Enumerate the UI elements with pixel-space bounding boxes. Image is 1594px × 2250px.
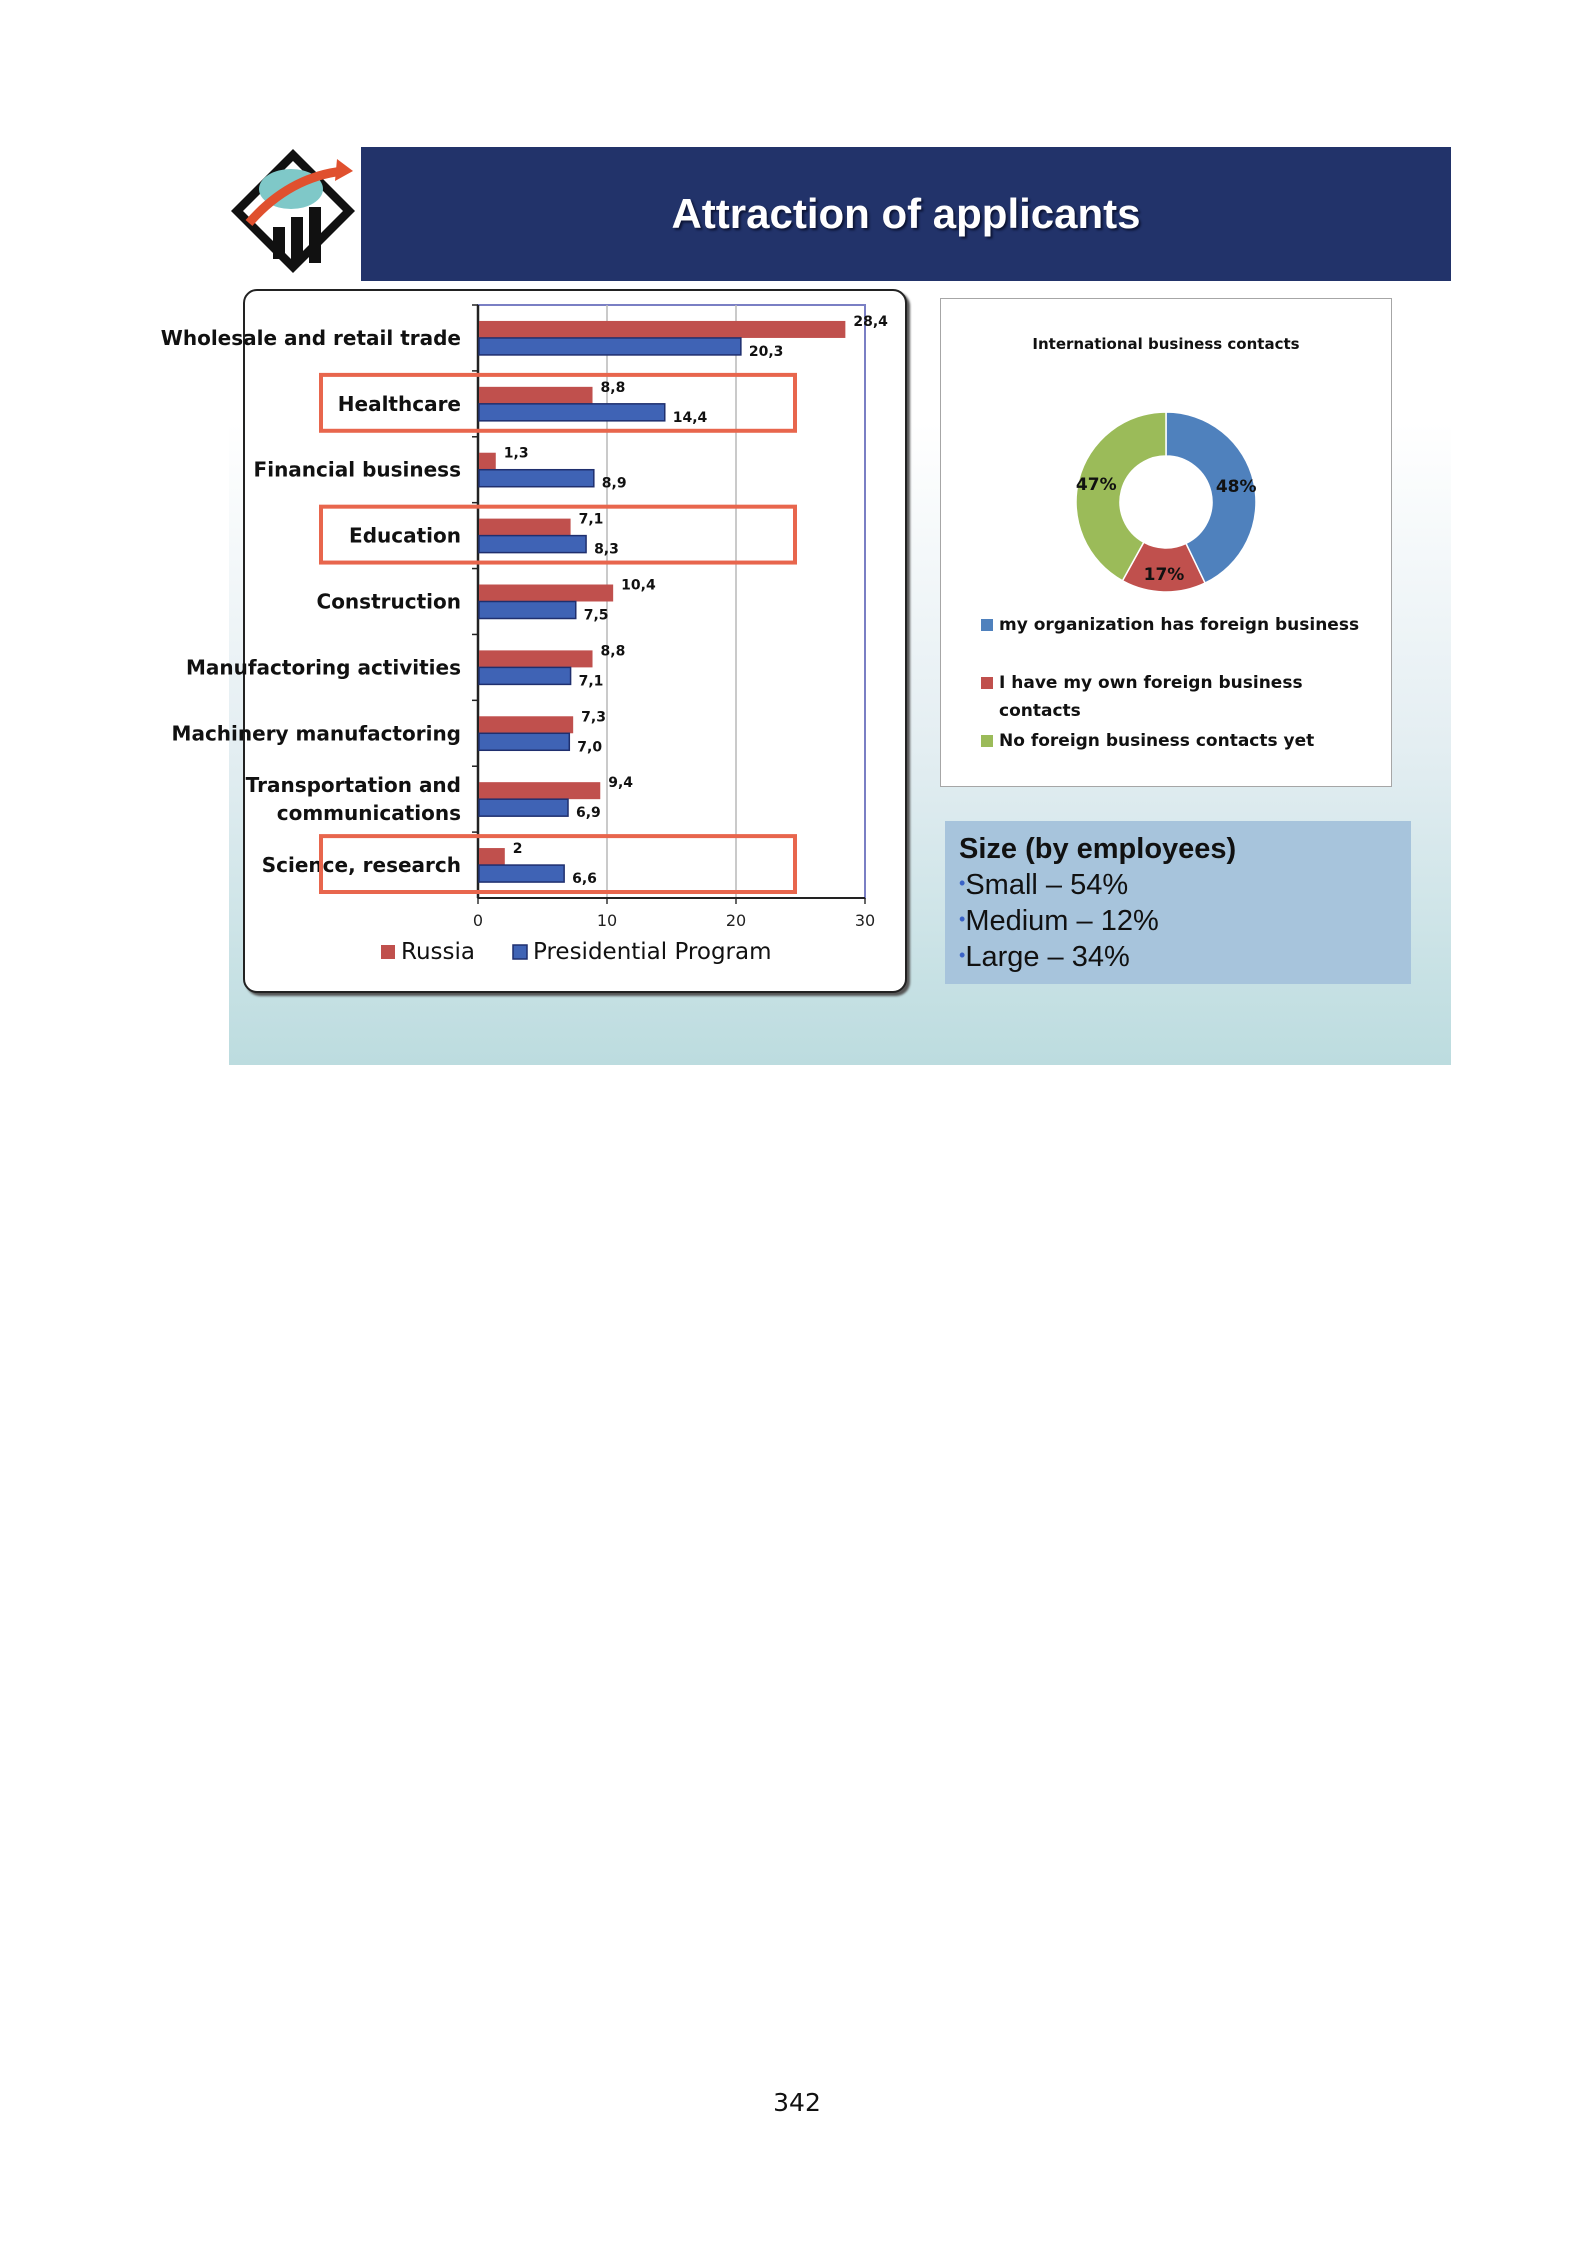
size-item: •Medium – 12% [959, 905, 1159, 937]
data-label: 8,8 [600, 643, 626, 660]
bar-russia [479, 782, 600, 799]
category-label: Construction [316, 589, 461, 614]
legend-label: Russia [401, 939, 475, 965]
donut-chart-card [940, 298, 1392, 787]
donut-chart [1059, 395, 1273, 609]
bar-presidential [479, 338, 741, 355]
bar-presidential [479, 404, 665, 421]
data-label: 7,1 [578, 511, 604, 528]
legend-swatch [381, 945, 395, 959]
donut-title: International business contacts [1032, 335, 1300, 353]
bar-russia [479, 848, 505, 865]
title-bar [361, 147, 1451, 281]
data-label: 8,8 [600, 379, 626, 396]
donut-legend-item [981, 611, 1359, 639]
bar-presidential [479, 470, 594, 487]
bar-presidential [479, 667, 571, 684]
x-tick-label: 20 [725, 911, 747, 930]
data-label: 7,0 [577, 739, 603, 756]
x-tick-label: 10 [596, 911, 618, 930]
data-label: 9,4 [608, 775, 634, 792]
category-label: Science, research [261, 853, 461, 878]
size-item: •Small – 54% [959, 869, 1129, 901]
bar-russia [479, 519, 571, 536]
bar-russia [479, 453, 496, 470]
data-label: 14,4 [672, 409, 708, 426]
category-label: Transportation and communications [245, 773, 461, 826]
donut-label: 17% [1143, 564, 1185, 585]
bar-chart-card [160, 289, 907, 993]
data-label: 8,3 [594, 541, 619, 558]
donut-label: 48% [1215, 476, 1257, 497]
bar-presidential [479, 602, 576, 619]
data-label: 8,9 [601, 475, 627, 492]
legend-label: my organization has foreign business [999, 615, 1360, 635]
category-label: Manufactoring activities [185, 655, 461, 680]
data-label: 6,9 [576, 805, 601, 822]
data-label: 6,6 [572, 871, 597, 888]
data-label: 7,5 [583, 607, 609, 624]
category-label: Healthcare [337, 391, 461, 416]
x-tick-label: 0 [472, 911, 484, 930]
size-item: •Large – 34% [959, 941, 1130, 973]
bar-presidential [479, 799, 568, 816]
bar-russia [479, 387, 593, 404]
legend-swatch [981, 735, 993, 747]
donut-legend-item [981, 669, 1303, 725]
legend-label: I have my own foreign business contacts [999, 673, 1303, 721]
data-label: 7,3 [581, 709, 606, 726]
donut-legend-item [981, 727, 1314, 755]
bar-russia [479, 585, 613, 602]
bar-presidential [479, 536, 586, 553]
bar-russia [479, 650, 593, 667]
legend-swatch [981, 619, 993, 631]
donut-label: 47% [1075, 475, 1117, 496]
legend-label: No foreign business contacts yet [999, 731, 1315, 751]
legend-swatch [981, 677, 993, 689]
data-label: 7,1 [578, 673, 604, 690]
data-label: 2 [512, 841, 523, 858]
legend-swatch [513, 945, 527, 959]
data-label: 10,4 [621, 577, 656, 594]
bar-russia [479, 321, 845, 338]
category-label: Financial business [253, 457, 461, 482]
size-box [945, 821, 1411, 984]
legend-label: Presidential Program [533, 939, 772, 965]
category-label: Wholesale and retail trade [160, 325, 461, 350]
bar-presidential [479, 733, 569, 750]
slide-title: Attraction of applicants [671, 190, 1141, 237]
x-tick-label: 30 [854, 911, 876, 930]
page-number: 342 [773, 2088, 821, 2117]
bar-chart [160, 291, 905, 991]
logo-icon [229, 147, 357, 275]
size-box-title: Size (by employees) [959, 833, 1237, 865]
category-label: Machinery manufactoring [171, 721, 461, 746]
bar-presidential [479, 865, 564, 882]
bar-russia [479, 716, 573, 733]
category-label: Education [349, 523, 461, 548]
data-label: 20,3 [748, 343, 784, 360]
slide [160, 147, 1451, 1065]
data-label: 1,3 [503, 445, 529, 462]
data-label: 28,4 [853, 313, 888, 330]
